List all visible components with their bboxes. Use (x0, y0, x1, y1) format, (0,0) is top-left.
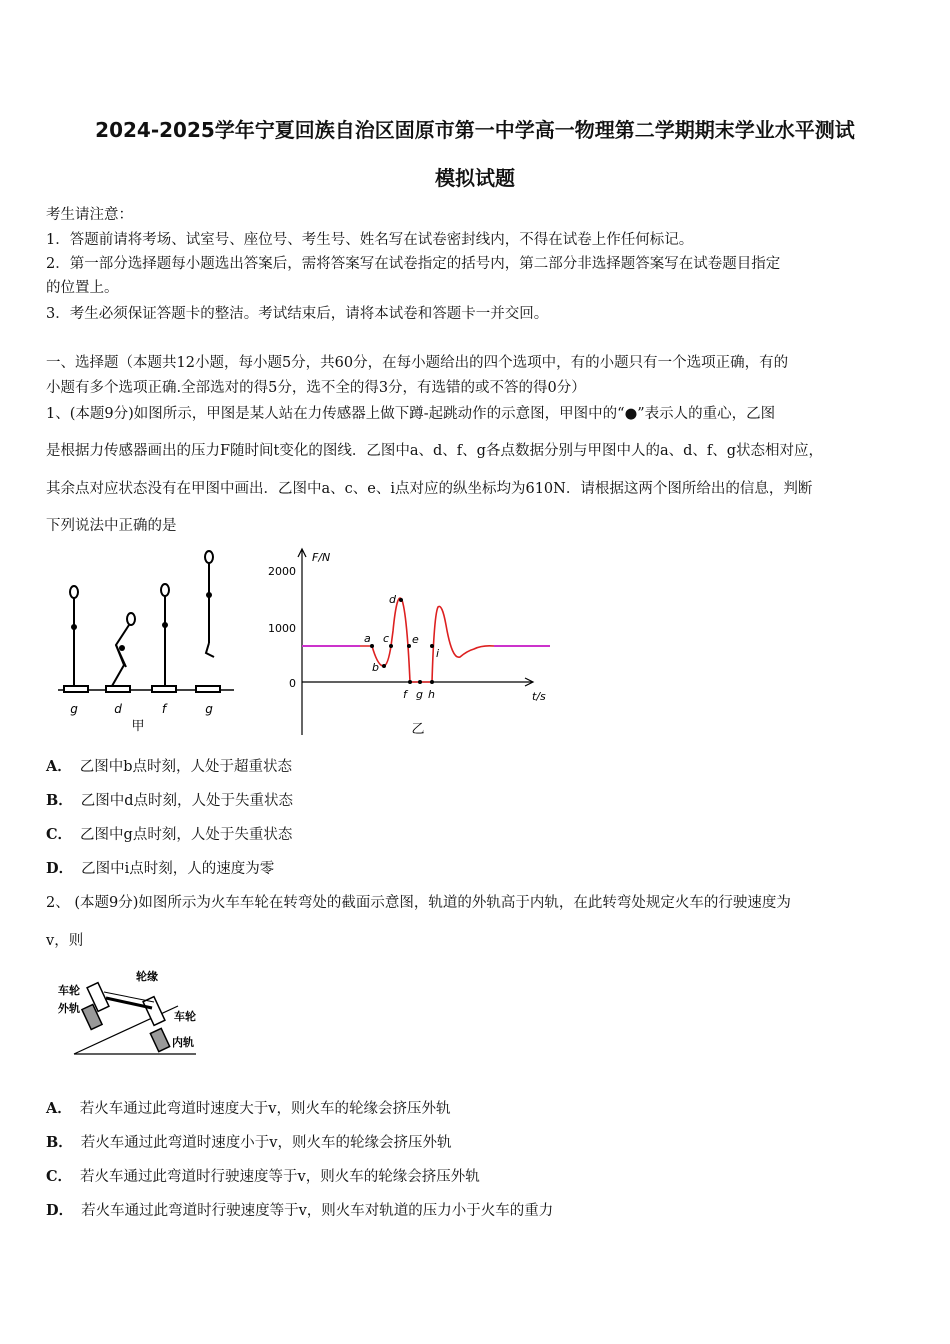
label-flange: 轮缘 (136, 970, 158, 983)
figure-yi (262, 545, 562, 740)
q2-option-a[interactable]: A． 若火车通过此弯道时速度大于v，则火车的轮缘会挤压外轨 (46, 1100, 451, 1117)
page-subtitle: 模拟试题 (435, 166, 515, 190)
yi-y-axis-label: F/N (312, 551, 331, 564)
q1-option-d[interactable]: D． 乙图中i点时刻，人的速度为零 (46, 860, 275, 877)
yi-y-tick: 0 (289, 677, 296, 690)
q1-option-a[interactable]: A． 乙图中b点时刻，人处于超重状态 (46, 758, 293, 775)
yi-point-label: a (364, 632, 371, 645)
q1-stem: 其余点对应状态没有在甲图中画出．乙图中a、c、e、i点对应的纵坐标均为610N．请根据这两个图所给出的信息，判断 (46, 481, 813, 497)
notice-item: 1．答题前请将考场、试室号、座位号、考生号、姓名写在试卷密封线内，不得在试卷上作任何标记。 (46, 232, 694, 248)
yi-point-label: c (383, 632, 390, 645)
jia-label: d (114, 702, 122, 716)
q2-option-c[interactable]: C． 若火车通过此弯道时行驶速度等于v，则火车的轮缘会挤压外轨 (46, 1168, 480, 1185)
notice-item: 3．考生必须保证答题卡的整洁。考试结束后，请将本试卷和答题卡一并交回。 (46, 306, 549, 322)
yi-y-tick: 2000 (268, 565, 296, 578)
label-outer-rail: 外轨 (58, 1002, 80, 1015)
yi-point-label: e (412, 633, 419, 646)
q2-stem: v，则 (46, 933, 84, 949)
jia-label: g (205, 702, 213, 716)
yi-point-label: d (389, 593, 396, 606)
page-title: 2024-2025学年宁夏回族自治区固原市第一中学高一物理第二学期期末学业水平测试 (95, 118, 855, 142)
notice-item: 2．第一部分选择题每小题选出答案后，需将答案写在试卷指定的括号内，第二部分非选择题答案写在试卷题目指定 (46, 256, 781, 272)
q1-option-c[interactable]: C． 乙图中g点时刻，人处于失重状态 (46, 826, 293, 843)
section-intro: 小题有多个选项正确.全部选对的得5分，选不全的得3分，有选错的或不答的得0分） (46, 380, 586, 396)
yi-y-tick: 1000 (268, 622, 296, 635)
yi-point-label: i (436, 647, 440, 660)
jia-label: f (161, 702, 167, 716)
yi-point-label: h (428, 688, 435, 701)
notice-item: 的位置上。 (46, 280, 119, 296)
yi-x-axis-label: t/s (532, 690, 546, 703)
yi-caption: 乙 (411, 722, 425, 737)
section-intro: 一、选择题（本题共12小题，每小题5分，共60分，在每小题给出的四个选项中，有的小题只有一个选项正确，有的 (46, 355, 789, 371)
yi-point-label: f (403, 688, 407, 701)
figure-jia (56, 545, 246, 735)
q1-stem: 下列说法中正确的是 (46, 518, 177, 534)
q1-stem: 是根据力传感器画出的压力F随时间t变化的图线．乙图中a、d、f、g各点数据分别与甲图中人的a、d、f、g状态相对应， (46, 443, 824, 459)
yi-point-label: b (372, 661, 379, 674)
q1-option-b[interactable]: B． 乙图中d点时刻，人处于失重状态 (46, 792, 294, 809)
q2-option-b[interactable]: B． 若火车通过此弯道时速度小于v，则火车的轮缘会挤压外轨 (46, 1134, 452, 1151)
q1-stem: 1、(本题9分)如图所示，甲图是某人站在力传感器上做下蹲-起跳动作的示意图，甲图中的“●”表示人的重心，乙图 (46, 406, 776, 422)
train-wheel-figure (56, 968, 206, 1058)
label-wheel-outer: 车轮 (58, 984, 80, 997)
yi-point-label: g (416, 688, 423, 701)
notice-heading: 考生请注意： (46, 207, 133, 223)
label-wheel-inner: 车轮 (174, 1010, 196, 1023)
jia-label: g (70, 702, 78, 716)
q2-option-d[interactable]: D． 若火车通过此弯道时行驶速度等于v，则火车对轨道的压力小于火车的重力 (46, 1202, 554, 1219)
q2-stem: 2、 (本题9分)如图所示为火车车轮在转弯处的截面示意图，轨道的外轨高于内轨，在此转弯处规定火车的行驶速度为 (46, 895, 791, 911)
label-inner-rail: 内轨 (172, 1036, 194, 1049)
jia-caption: 甲 (131, 719, 145, 734)
